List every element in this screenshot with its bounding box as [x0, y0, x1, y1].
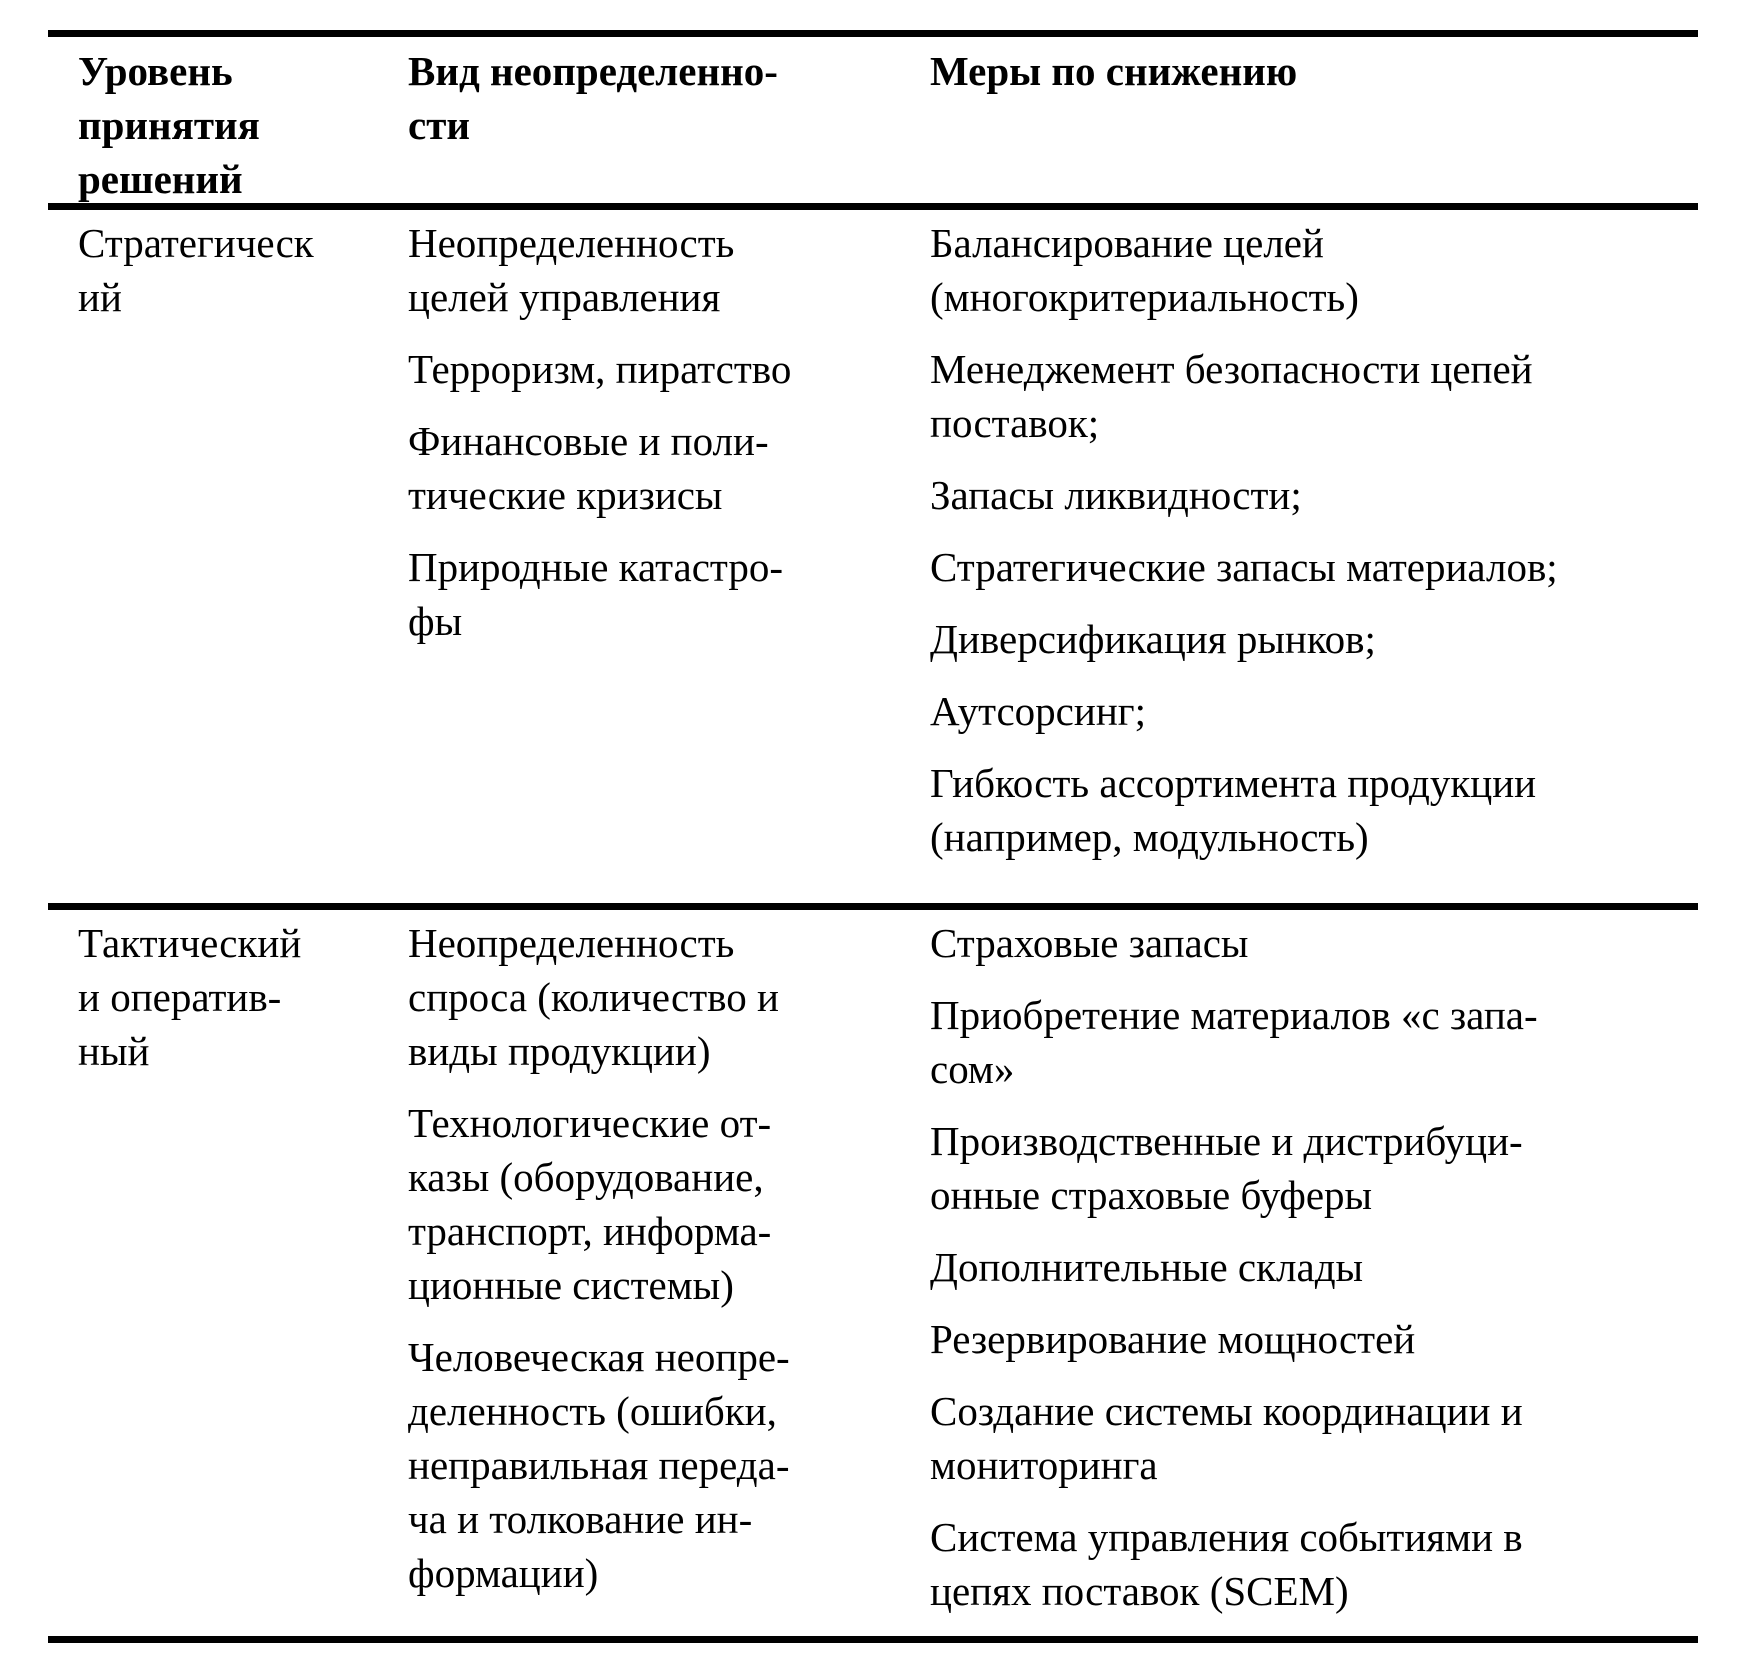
list-item: Стратегические запасы материалов;	[930, 544, 1558, 590]
table-bottom-rule	[48, 1636, 1698, 1643]
list-item: Менеджемент безопасности цепей поставок;	[930, 346, 1533, 446]
list-item: Страховые запасы	[930, 920, 1249, 966]
header-bottom-rule	[48, 203, 1698, 210]
list-item: Гибкость ассортимента продукции (например, модульность)	[930, 760, 1537, 860]
row-strategic-level: Стратегическ ий	[78, 220, 314, 320]
list-item: Неопределенность спроса (количество и виды продукции)	[408, 920, 779, 1074]
row-strategic-uncertainty	[408, 216, 888, 648]
list-item: Запасы ликвидности;	[930, 472, 1302, 518]
header-level: Уровень принятия решений	[78, 48, 260, 202]
list-item: Терроризм, пиратство	[408, 346, 792, 392]
table-top-rule	[48, 30, 1698, 37]
list-item: Дополнительные склады	[930, 1244, 1364, 1290]
list-item: Создание системы координации и мониторинга	[930, 1388, 1523, 1488]
list-item: Диверсификация рынков;	[930, 616, 1376, 662]
list-item: Производственные и дистрибуци- онные страховые буферы	[930, 1118, 1523, 1218]
list-item: Балансирование целей (многокритериальность)	[930, 220, 1359, 320]
header-uncertainty: Вид неопределенно- сти	[408, 48, 778, 148]
row-separator-rule	[48, 903, 1698, 910]
list-item: Аутсорсинг;	[930, 688, 1146, 734]
list-item: Приобретение материалов «с запа- сом»	[930, 992, 1538, 1092]
row-tactical-level: Тактический и оператив- ный	[78, 920, 302, 1074]
header-measures: Меры по снижению	[930, 48, 1298, 94]
list-item: Резервирование мощностей	[930, 1316, 1416, 1362]
row-strategic-measures	[930, 216, 1690, 864]
list-item: Природные катастро- фы	[408, 544, 783, 644]
list-item: Неопределенность целей управления	[408, 220, 735, 320]
row-tactical-uncertainty	[408, 916, 888, 1600]
list-item: Финансовые и поли- тические кризисы	[408, 418, 769, 518]
list-item: Технологические от- казы (оборудование, транспорт, информа- ционные системы)	[408, 1100, 772, 1308]
row-tactical-measures	[930, 916, 1690, 1618]
list-item: Человеческая неопре- деленность (ошибки, неправильная переда- ча и толкование ин- формации)	[408, 1334, 790, 1596]
list-item: Система управления событиями в цепях поставок (SCEM)	[930, 1514, 1523, 1614]
